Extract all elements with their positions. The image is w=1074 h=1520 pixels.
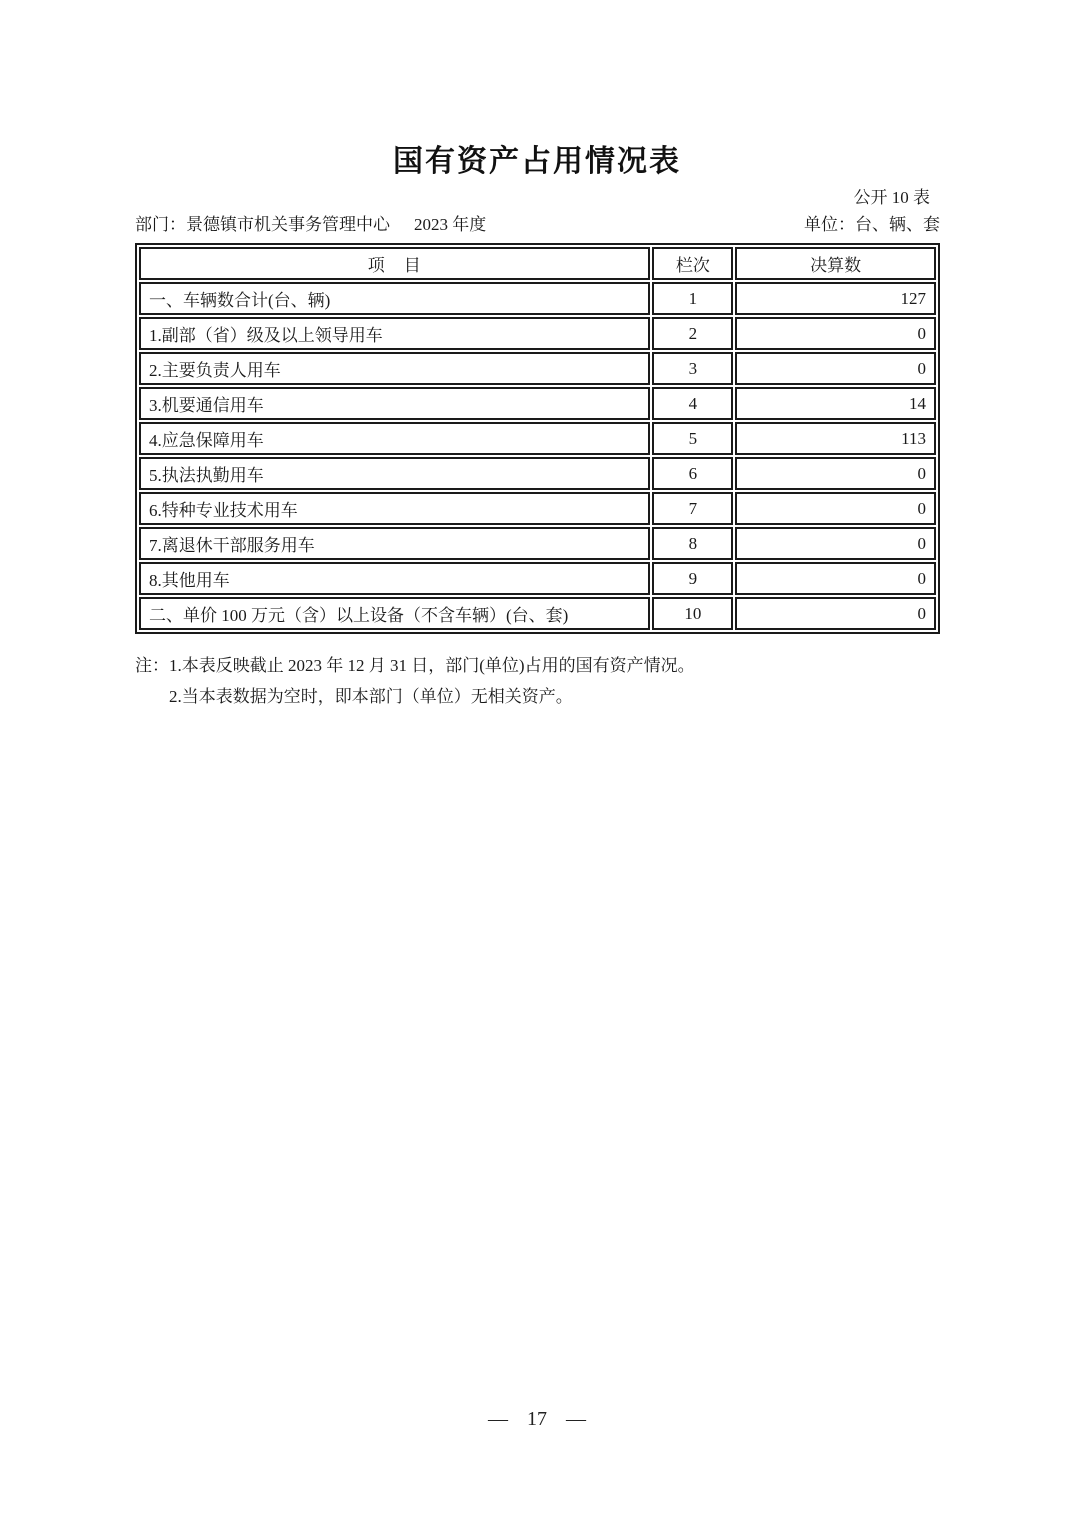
note-line-2: 2.当本表数据为空时，即本部门（单位）无相关资产。	[169, 687, 573, 706]
meta-row	[135, 212, 940, 238]
table-header-row	[139, 247, 936, 280]
row-value: 0	[735, 597, 936, 630]
table-row	[139, 562, 936, 595]
report-sheet	[135, 186, 940, 712]
asset-occupation-table	[135, 243, 940, 634]
row-value: 0	[735, 527, 936, 560]
table-row	[139, 527, 936, 560]
page-title: 国有资产占用情况表	[393, 145, 681, 178]
row-value: 14	[735, 387, 936, 420]
row-item-label: 4.应急保障用车	[139, 422, 650, 455]
row-value: 0	[735, 492, 936, 525]
table-row	[139, 352, 936, 385]
row-index: 5	[652, 422, 733, 455]
row-value: 0	[735, 317, 936, 350]
row-item-label: 一、车辆数合计(台、辆)	[139, 282, 650, 315]
row-value: 127	[735, 282, 936, 315]
row-item-label: 3.机要通信用车	[139, 387, 650, 420]
table-row	[139, 317, 936, 350]
row-index: 9	[652, 562, 733, 595]
row-value: 113	[735, 422, 936, 455]
table-row	[139, 387, 936, 420]
header-final-amount: 决算数	[735, 247, 936, 280]
table-notes	[135, 650, 940, 712]
row-value: 0	[735, 457, 936, 490]
table-row	[139, 457, 936, 490]
row-index: 3	[652, 352, 733, 385]
page-number: — 17 —	[488, 1408, 586, 1430]
row-item-label: 二、单价 100 万元（含）以上设备（不含车辆）(台、套)	[139, 597, 650, 630]
table-row	[139, 422, 936, 455]
header-item: 项 目	[139, 247, 650, 280]
meta-left	[135, 212, 486, 238]
row-item-label: 5.执法执勤用车	[139, 457, 650, 490]
department-label: 部门：景德镇市机关事务管理中心	[135, 215, 390, 234]
table-row	[139, 597, 936, 630]
row-index: 8	[652, 527, 733, 560]
header-column-index: 栏次	[652, 247, 733, 280]
row-index: 4	[652, 387, 733, 420]
note-line-1: 注：1.本表反映截止 2023 年 12 月 31 日，部门(单位)占用的国有资产情况。	[135, 656, 695, 675]
row-value: 0	[735, 352, 936, 385]
row-value: 0	[735, 562, 936, 595]
row-item-label: 1.副部（省）级及以上领导用车	[139, 317, 650, 350]
table-row	[139, 282, 936, 315]
table-row	[139, 492, 936, 525]
unit-label: 单位：台、辆、套	[804, 215, 940, 234]
row-index: 1	[652, 282, 733, 315]
row-index: 6	[652, 457, 733, 490]
row-index: 7	[652, 492, 733, 525]
row-item-label: 8.其他用车	[139, 562, 650, 595]
row-item-label: 2.主要负责人用车	[139, 352, 650, 385]
public-table-label: 公开 10 表	[853, 188, 930, 207]
fiscal-year-label: 2023 年度	[414, 215, 487, 234]
row-item-label: 7.离退休干部服务用车	[139, 527, 650, 560]
row-index: 10	[652, 597, 733, 630]
row-item-label: 6.特种专业技术用车	[139, 492, 650, 525]
row-index: 2	[652, 317, 733, 350]
